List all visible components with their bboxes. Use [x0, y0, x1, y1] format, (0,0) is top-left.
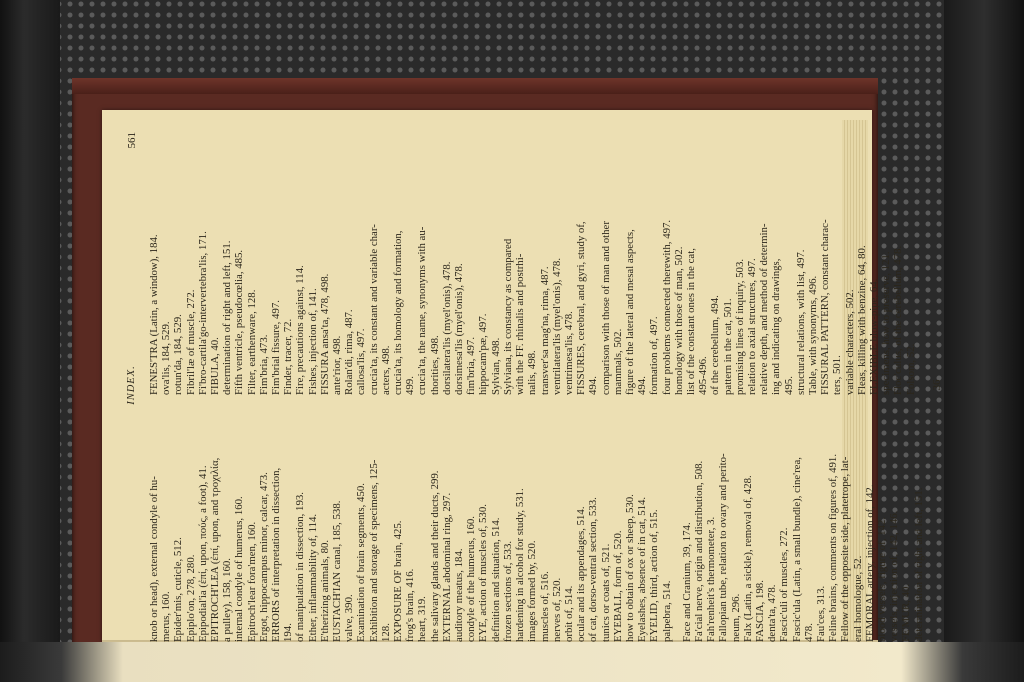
index-entry: knob or head), external condyle of hu- — [148, 476, 160, 642]
index-entry: Epipodial'ia (ἐπί, upon, πούς, a foot), 41. — [196, 465, 209, 642]
index-entry: FENES'TRA (Latin, a window), 184. — [148, 234, 160, 395]
index-column-right — [148, 160, 925, 395]
index-column-left — [148, 407, 925, 642]
index-entry: frozen sections of, 533. — [501, 540, 514, 642]
index-entry: FISSURAL PATTERN, constant charac- — [819, 219, 832, 395]
index-entry: merus, 160. — [160, 591, 173, 642]
index-entry: Examination of brain segments, 450. — [355, 483, 368, 642]
index-entry: Fellow of the opposite side, platetrope, lat- — [839, 456, 852, 642]
index-entry: EYE, action of muscles of, 530. — [477, 504, 490, 642]
index-entry: Fa'cial nerve, origin and distribution, 508. — [692, 460, 705, 642]
index-entry: 194. — [282, 623, 295, 642]
index-entry: Exhibition and storage of specimens, 125- — [367, 459, 380, 642]
book-cover-edge — [72, 78, 878, 94]
index-entry: ante'rior, 498. — [331, 335, 344, 395]
index-entry: of manipulation in dissection, 193. — [294, 492, 307, 642]
index-entry: figure of the lateral and mesal aspects, — [623, 229, 636, 395]
index-entry: muscles of, 516. — [538, 571, 551, 642]
running-head: INDEX. — [126, 365, 137, 405]
index-entry: homology with those of man, 502. — [672, 246, 685, 395]
index-entry: with the FF. rhinalis and postrhi- — [514, 253, 527, 395]
index-entry: EPITROCH'LEA (ἐπί, upon, and τροχιλία, — [209, 457, 222, 642]
index-entry: denta'ta, 478. — [766, 584, 779, 642]
index-entry: Feline brains, comments on figures of, 491. — [827, 453, 840, 642]
index-entry: list of the constant ones in the cat, — [684, 248, 697, 395]
index-entry: Fascic'ula (Latin, a small bundle), cine'rea, — [790, 457, 803, 642]
index-entry: Falx (Latin, a sickle), removal of, 428. — [741, 475, 754, 642]
index-entry: FLEXIBLE blow-pipe, 64. — [867, 278, 880, 395]
index-entry: EXPOSURE OF brain, 425. — [392, 520, 405, 642]
index-entry: crucia'ta, the name, synonyms with au- — [416, 226, 429, 395]
index-entry: 478. — [802, 623, 815, 642]
index-entry: hardening in alcohol for study, 531. — [514, 488, 527, 642]
index-entry: Table, with synonyms, 496. — [806, 275, 819, 395]
index-entry: specimens, how to preserve, 121. — [880, 251, 893, 395]
index-entry: fim'bria, 497. — [465, 336, 478, 395]
index-entry: variable characters, 502. — [843, 289, 856, 395]
index-entry: Folsom, 52. — [904, 343, 917, 395]
index-entry: orbit of, 514. — [562, 585, 575, 642]
index-entry: structural relations, with list, 497. — [794, 249, 807, 395]
index-entry: heart, 319. — [416, 596, 429, 642]
index-columns — [148, 128, 925, 642]
index-entry: mammals, 502. — [611, 328, 624, 395]
index-entry: Filter, earthenware, 128. — [245, 289, 258, 395]
index-entry: four problems connected therewith, 497. — [660, 219, 673, 395]
index-entry: valve, 390. — [343, 594, 356, 642]
index-entry: EUSTACH'IAN canal, 185, 538. — [331, 500, 344, 642]
index-entry: promising lines of inquiry, 503. — [733, 258, 746, 395]
page-header — [126, 128, 148, 642]
index-entry: definition and situation, 514. — [489, 517, 502, 642]
facing-page — [0, 642, 1024, 682]
index-entry: FE'MUR, 40. — [900, 583, 913, 642]
index-entry: auditory meatus, 184. — [453, 548, 466, 642]
index-entry: thorities, 498. — [428, 335, 441, 395]
index-entry: ventrilatera'lis (myel'onis), 478. — [550, 257, 563, 395]
index-entry: neum, 296. — [729, 593, 742, 642]
index-entry: dorsimesa'lis (myel'onis), 478. — [453, 263, 466, 395]
index-entry: Fascic'uli of muscles, 272. — [778, 527, 791, 642]
index-entry: Epiplo'on, 278, 280. — [184, 554, 197, 642]
page-number: 561 — [126, 132, 138, 149]
index-entry: determination of right and left, 151. — [912, 487, 925, 642]
index-entry: Fim'bria, 473. — [257, 334, 270, 395]
index-entry: Fleas, killing with benzine, 64, 80. — [855, 245, 868, 395]
index-entry: relative depth, and method of determin- — [758, 223, 771, 395]
index-entry: hippocam'pæ, 497. — [477, 313, 490, 395]
index-entry: dorsilatera'lis (myel'onis), 478. — [440, 261, 453, 395]
index-entry: Fibril'læ of muscle, 272. — [184, 289, 197, 395]
index-entry: Floc'culus, of the cerebellum, 478. — [892, 245, 905, 395]
mat-left-strip — [0, 0, 60, 682]
index-entry: nerves of, 520. — [550, 577, 563, 642]
index-entry: Face and Cranium, 39, 174. — [680, 522, 693, 642]
index-entry: ing and indicating on drawings, — [770, 258, 783, 395]
index-entry: EXTERNAL abdominal ring, 297. — [440, 492, 453, 642]
index-entry: 499. — [404, 376, 417, 395]
index-entry: nalis, 498. — [526, 350, 539, 395]
index-entry: palpebra, 514. — [660, 580, 673, 642]
index-entry: of cat, dorso-ventral section, 533. — [587, 497, 600, 642]
index-entry: Fim'brial fissure, 497. — [270, 300, 283, 395]
index-entry: ERRORS of interpretation in dissection, — [270, 467, 283, 642]
index-entry: determination of right and left, 151. — [221, 240, 234, 395]
index-entry: ova'lis, 184, 529. — [160, 321, 173, 395]
index-entry: tunics or coats of, 521. — [599, 543, 612, 642]
index-entry: Epider'mis, cuticle, 512. — [172, 537, 185, 642]
index-entry: eral homologue, 52. — [851, 555, 864, 642]
index-entry: Sylviana, its constancy as compared — [501, 238, 514, 395]
index-entry: Finder, tracer, 72. — [282, 318, 295, 395]
index-entry: relation to axial structures, 497. — [745, 258, 758, 395]
index-entry: Fi'bro-cartila'go-intervertebra'lis, 171. — [196, 231, 209, 395]
index-entry: how to obtain of ox or sheep, 530. — [623, 494, 636, 642]
index-entry: FEMORAL artery, injection of, 142. — [863, 484, 876, 642]
mat-right-strip — [944, 0, 1024, 682]
index-entry: Epitroch'lear fora'men, 160. — [245, 521, 258, 642]
index-entry: images formed by, 520. — [526, 540, 539, 642]
index-entry: frog's brain, 416. — [404, 568, 417, 642]
index-entry: ters, 501. — [831, 355, 844, 395]
index-entry: internal condyle of humerus, 160. — [233, 496, 246, 642]
index-entry: ocular and its appendages, 514. — [575, 506, 588, 642]
index-entry: the salivary glands and their ducts, 299. — [428, 470, 441, 642]
index-entry: 495-496. — [697, 356, 710, 395]
index-entry: Fifth ventricle, pseudocœlia, 485. — [233, 249, 246, 395]
index-entry: E'therizing animals, 80. — [318, 539, 331, 642]
index-entry: 494. — [587, 376, 600, 395]
index-entry: 494. — [636, 376, 649, 395]
index-entry: vessels, injection of, 142, 146. — [888, 510, 901, 642]
index-entry: Fallopian tube, relation to ovary and perito- — [717, 453, 730, 642]
index-entry: a pulley), 158, 160. — [221, 558, 234, 642]
index-entry: rotun'da, 184, 529. — [172, 314, 185, 395]
index-entry: Ergot, hippocampus minor, calcar, 473. — [257, 472, 270, 642]
index-entry: Fau'ces, 313. — [814, 585, 827, 642]
signature-mark: 36 — [930, 379, 943, 391]
index-entry: FIBULA, 40. — [209, 337, 222, 395]
index-entry: 128. — [379, 623, 392, 642]
index-entry: Fire, precautions against, 114. — [294, 265, 307, 395]
index-entry: formation of, 497. — [648, 316, 661, 395]
index-entry: of the cerebellum, 494. — [709, 295, 722, 395]
index-entry: FISSURES, cerebral, and gyri, study of, — [575, 221, 588, 395]
entry-group-gap — [673, 407, 681, 642]
index-entry: 495. — [782, 376, 795, 395]
index-entry: comparison with those of man and other — [599, 221, 612, 395]
index-entry: crucia'ta, its homology and formation, — [392, 230, 405, 395]
index-page-content — [126, 128, 943, 642]
index-entry: Rolan'di, rima, 487. — [343, 309, 356, 395]
index-entry: EYEBALL, form of, 520. — [611, 530, 624, 642]
index-entry: pattern in the cat, 501. — [721, 298, 734, 395]
index-entry: Fishes, injection of, 141. — [306, 288, 319, 395]
index-entry: Sylvian, 498. — [489, 337, 502, 395]
index-entry: Fah'renheit's thermometer, 3. — [705, 516, 718, 642]
index-entry: blood vessels, figure of, 142. — [875, 516, 888, 642]
index-entry: FISSURA ansa'ta, 478, 498. — [318, 273, 331, 395]
index-entry: Eyelashes, absence of in cat, 514. — [636, 496, 649, 642]
index-entry: callosa'lis, 497. — [355, 328, 368, 395]
index-entry: EYELID, third, action of, 515. — [648, 509, 661, 642]
index-entry: ventrimesa'lis, 478. — [562, 311, 575, 395]
index-entry: transver'sa mag'na, rima, 487. — [538, 266, 551, 395]
index-entry: acters, 498. — [379, 345, 392, 395]
index-entry: condyle of the humerus, 160. — [465, 516, 478, 642]
index-entry: crucia'ta, its constant and variable char- — [367, 224, 380, 395]
index-entry: FASCIA, 198. — [753, 580, 766, 642]
index-entry: Ether, inflammability of, 114. — [306, 513, 319, 642]
